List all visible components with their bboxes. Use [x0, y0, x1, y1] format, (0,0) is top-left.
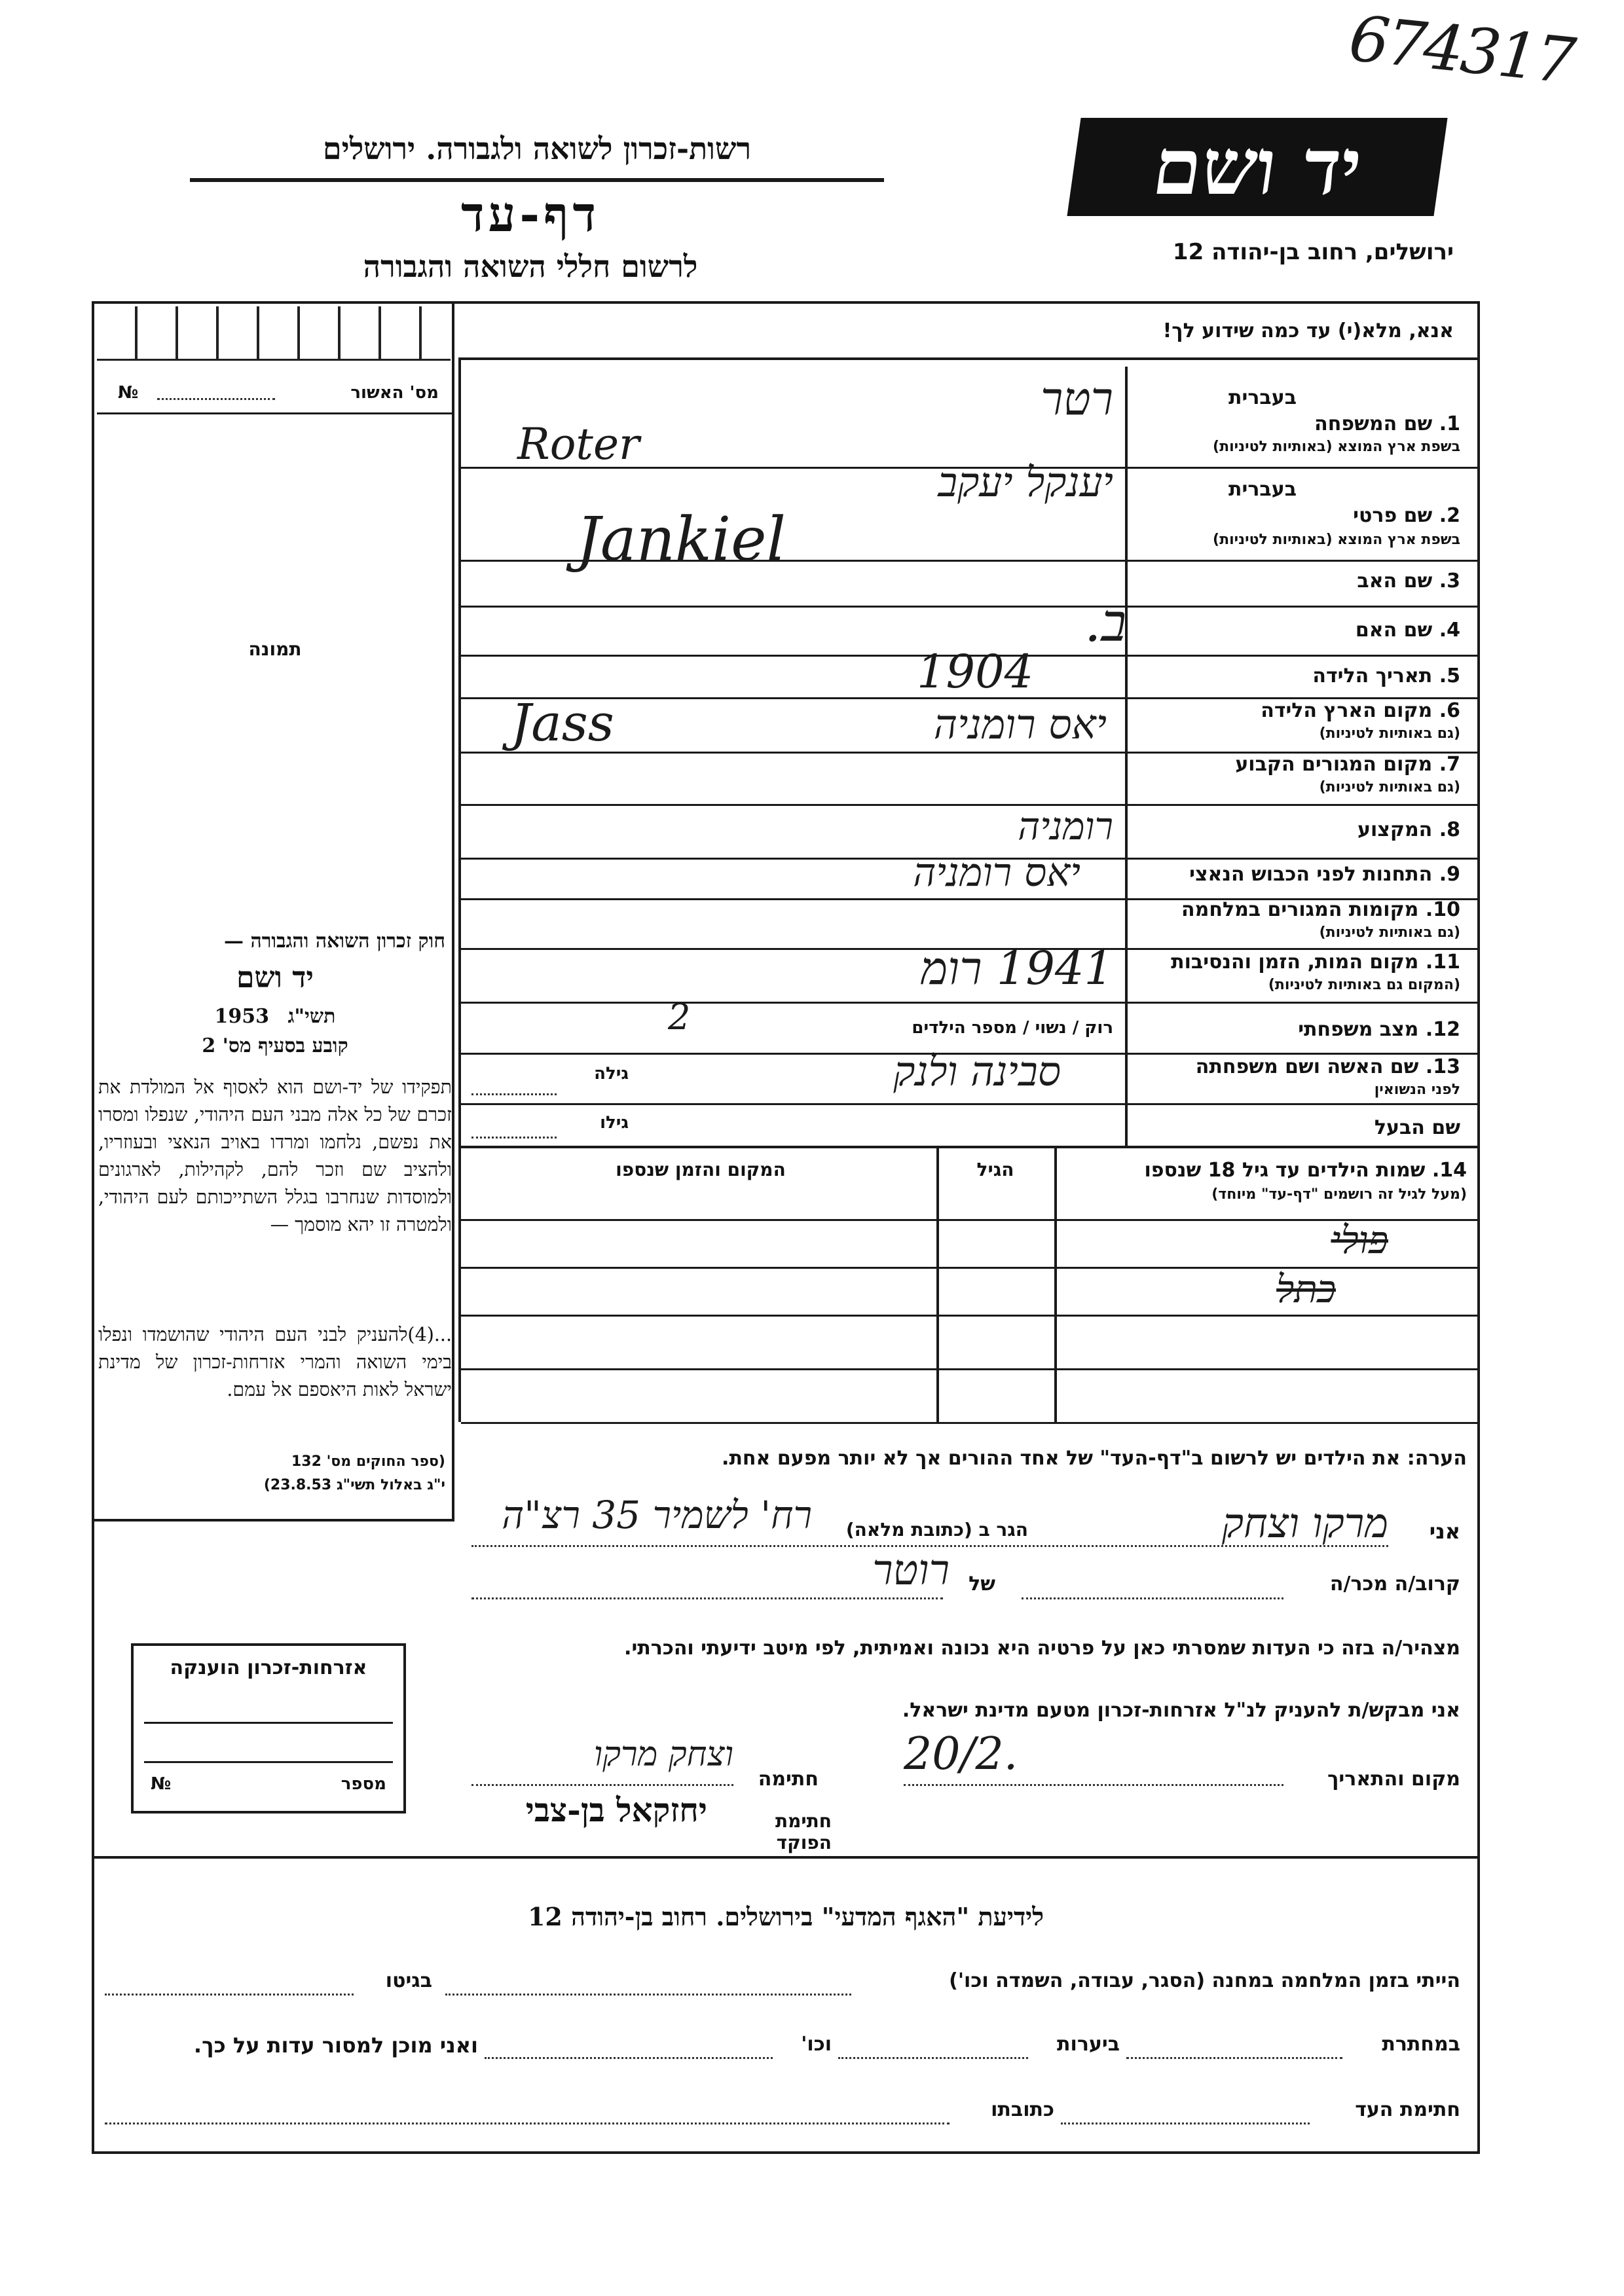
cert-number-label: מס' האשור [350, 383, 439, 403]
bottom-line1-ghetto: בגיטו [385, 1969, 432, 1992]
bottom-ghetto-field[interactable] [105, 1994, 354, 1995]
field-13-value[interactable]: סבינה ולנק [893, 1048, 1061, 1095]
citizenship-number-label: מספר [341, 1774, 386, 1794]
bottom-forests-field[interactable] [838, 2057, 1028, 2059]
cert-number-field[interactable] [157, 398, 275, 400]
children-place-col: המקום והזמן שנספו [616, 1159, 786, 1180]
field-10-label: 10. מקומות המגורים במלחמה [1181, 898, 1460, 921]
citizenship-title: אזרחות-זכרון הוענקה [170, 1656, 367, 1679]
signature-label: חתימה [758, 1768, 819, 1791]
field-12-label: 12. מצב משפחתי [1298, 1018, 1460, 1041]
header-address: ירושלים, רחוב בן-יהודה 12 [1172, 239, 1454, 265]
hebrew-col-label-2: בעברית [1228, 478, 1297, 501]
field-5-value[interactable]: 1904 [917, 645, 1034, 699]
law-text-clause-4: ...(4)להעניק לבני העם היהודי שהושמדו ונפלו בימי השואה והמרי אזרחות-זכרון של מדינת ישראל לאות היאספם אל עמם. [98, 1324, 452, 1400]
cert-digit-boxes [97, 306, 451, 361]
official-signature-label: חתימת הפוקד [775, 1810, 832, 1853]
field-6-label: 6. מקום הארץ הלידה [1261, 699, 1460, 722]
request-text: אני מבקש/ת להעניק לנ"ל אזרחות-זכרון מטעם מדינת ישראל. [902, 1699, 1460, 1722]
field-8-value[interactable]: רומניה [1018, 804, 1113, 848]
field-9-value[interactable]: יאס רומניה [913, 850, 1080, 896]
child-entry-2[interactable]: כתל [1276, 1267, 1336, 1311]
field-7-note: (גם באותיות לטיניות) [1319, 779, 1460, 795]
instruction: אנא, מלא(י) עד כמה שידוע לך! [1162, 319, 1454, 342]
law-text: תפקידו של יד-ושם הוא לאסוף אל המולדת את זכרם של כל אלה מבני העם היהודי, שנפלו ומסרו את נפשם, נלחמו ומרדו באויב הנאצי ובעוזריו, ולהציב שם וזכר להם, לקהילות, לארגונים ולמוסדות שנחרבו בגלל השתייכותם לעם היהודי, ולמטרה זו יהא מוסמך — [98, 1076, 452, 1235]
declaration-text: מצהיר/ה בזה כי העדות שמסרתי כאן על פרטיה היא נכונה ואמיתית, לפי מיטב ידיעתי והכרתי. [624, 1637, 1460, 1660]
field-4-value[interactable]: ב. [1084, 592, 1126, 653]
field-6-value[interactable]: יאס רומניה [933, 701, 1107, 748]
field-2-hebrew-value[interactable]: יענקל יעקב [938, 458, 1113, 506]
bottom-line2-etc: וכו' [801, 2033, 832, 2056]
law-year-number: 1953 [214, 1005, 270, 1028]
bottom-address-field[interactable] [105, 2123, 950, 2124]
field-1-note: בשפת ארץ המוצא (באותיות לטיניות) [1213, 439, 1460, 455]
field-2-latin-value[interactable]: Jankiel [576, 504, 786, 574]
authority-title: רשות-זכרון לשואה ולגבורה. ירושלים [322, 131, 752, 166]
date-value[interactable]: 20/2. [904, 1728, 1018, 1780]
law-year [105, 1005, 445, 1028]
field-1-label: 1. שם המשפחה [1314, 412, 1460, 435]
law-clause: קובע בסעיף מס' 2 [202, 1034, 348, 1057]
hebrew-col-label-1: בעברית [1228, 386, 1297, 409]
children-label: 14. שמות הילדים עד גיל 18 שנספו [1144, 1159, 1467, 1182]
cert-no-label: № [118, 383, 139, 403]
signature-value[interactable]: וצחק מרקו [593, 1735, 733, 1774]
field-9-label: 9. התחנות לפני הכבוש הנאצי [1189, 863, 1460, 886]
declarant-name[interactable]: מרקו וצחק [1221, 1499, 1388, 1547]
children-note: (מעל לגיל זה רושמים "דף-עד" מיוחד) [1211, 1186, 1467, 1203]
field-11-value[interactable]: 1941 רומ [920, 941, 1113, 995]
bottom-line3-witness-sig: חתימת העד [1355, 2098, 1460, 2121]
children-note-remark: הערה: את הילדים יש לרשום ב"דף-העד" של אחד ההורים אך לא יותר מפעם אחת. [722, 1447, 1467, 1470]
form-subtitle: לרשום חללי השואה והגבורה [363, 249, 698, 284]
place-date-label: מקום והתאריך [1327, 1768, 1460, 1791]
field-6-note: (גם באותיות לטיניות) [1319, 725, 1460, 742]
bottom-line2-forests: ביערות [1057, 2033, 1120, 2056]
child-entry-1[interactable]: פולי [1331, 1218, 1388, 1262]
field-3-label: 3. שם האב [1357, 570, 1460, 592]
field-4-label: 4. שם האם [1355, 619, 1460, 642]
bottom-line1-camp: הייתי בזמן המלחמה במחנה (הסגר, עבודה, השמדה וכו') [949, 1969, 1460, 1992]
photo-area[interactable] [97, 414, 451, 886]
bottom-underground-field[interactable] [1126, 2057, 1342, 2059]
wife-age-label: גילה [594, 1064, 629, 1084]
marital-options: רוק / נשוי / מספר הילדים [912, 1018, 1113, 1038]
field-2-note: בשפת ארץ המוצא (באותיות לטיניות) [1213, 532, 1460, 548]
bottom-line3-address: כתובתו [991, 2098, 1054, 2121]
relation-of-label: של [969, 1573, 995, 1595]
archive-number: 674317 [1346, 1, 1577, 98]
law-year-hebrew: תשי"ג [287, 1005, 336, 1028]
field-13-label: 13. שם האשה ושם משפחתה [1195, 1055, 1460, 1078]
bottom-title: לידיעת "האגף המדעי" בירושלים. רחוב בן-יהודה 12 [527, 1902, 1044, 1931]
field-12-value[interactable]: 2 [668, 996, 691, 1038]
field-13-note: לפני הנשואין [1374, 1082, 1460, 1098]
field-2-label: 2. שם פרטי [1353, 504, 1460, 527]
yad-vashem-logo: יד ושם [1067, 118, 1447, 216]
field-1-hebrew-value[interactable]: רטר [1040, 372, 1113, 426]
field-8-label: 8. המקצוע [1357, 818, 1460, 841]
field-7-label: 7. מקום המגורים הקבוע [1235, 753, 1460, 776]
field-11-label: 11. מקום המות, הזמן והנסיבות [1171, 951, 1460, 974]
wife-age-field[interactable] [471, 1093, 557, 1095]
law-source-1: (ספר החוקים מס' 132 [291, 1453, 445, 1470]
declarant-address[interactable]: רח' לשמיר 35 רצ"ה [502, 1493, 812, 1537]
declarant-address-label: הגר ב (כתובת מלאה) [845, 1519, 1028, 1540]
husband-label: שם הבעל [1374, 1116, 1460, 1139]
field-5-label: 5. תאריך הלידה [1312, 665, 1460, 687]
bottom-line2-testimony: ואני מוכן למסור עדות על כך. [193, 2033, 478, 2058]
law-name: יד ושם [236, 961, 314, 994]
field-1-latin-value[interactable]: Roter [517, 419, 640, 469]
bottom-camp-field[interactable] [445, 1994, 851, 1995]
declarant-prefix: אני [1429, 1519, 1460, 1544]
relation-value[interactable]: רוטר [872, 1546, 950, 1595]
official-signature-stamp: יחזקאל בן-צבי [525, 1791, 707, 1829]
citizenship-no-label: № [151, 1774, 172, 1794]
law-source-2: י"ג באלול תשי"ג 23.8.53) [263, 1477, 445, 1493]
relation-label: קרוב/ה מכר/ה [1329, 1573, 1460, 1595]
husband-age-field[interactable] [471, 1137, 557, 1139]
form-title: דף-עד [460, 187, 600, 243]
field-11-note: (המקום גם באותיות לטיניות) [1268, 977, 1460, 993]
bottom-witness-sig-field[interactable] [1061, 2123, 1310, 2124]
field-10-note: (גם באותיות לטיניות) [1319, 924, 1460, 941]
bottom-line2-underground: במחתרת [1382, 2033, 1460, 2056]
children-age-col: הגיל [976, 1159, 1014, 1180]
law-title: חוק זכרון השואה והגבורה — [224, 930, 445, 953]
field-6-latin-value[interactable]: Jass [511, 694, 614, 753]
photo-label: תמונה [248, 638, 302, 660]
husband-age-label: גילו [600, 1113, 629, 1133]
authority-underline [190, 178, 884, 182]
bottom-etc-field[interactable] [485, 2057, 773, 2059]
